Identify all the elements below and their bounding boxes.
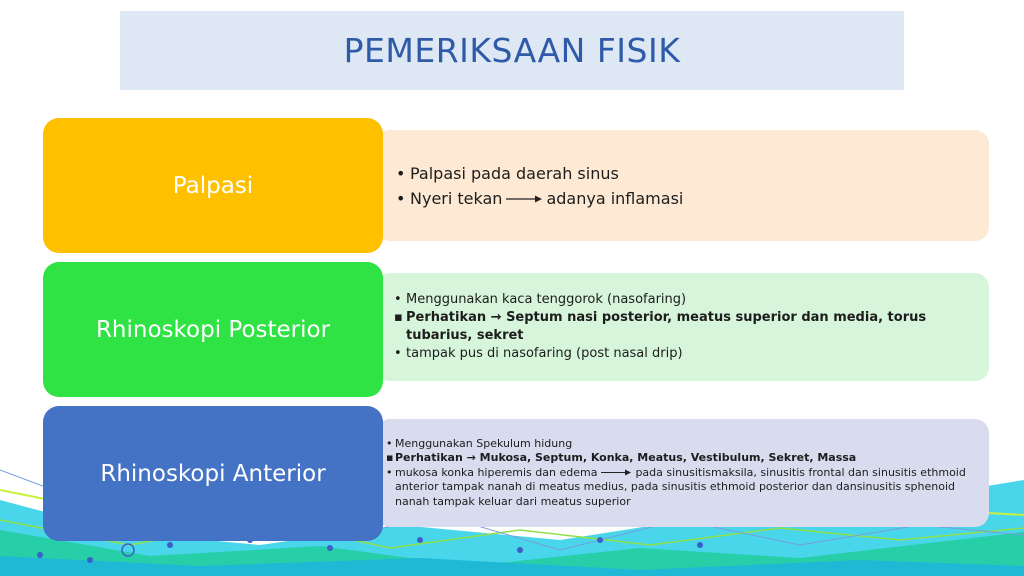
posterior-list <box>394 291 989 363</box>
bullet: ▪ <box>394 310 403 325</box>
label-rhinoskopi-posterior <box>43 262 383 397</box>
list-item <box>386 466 989 510</box>
bullet: • <box>386 465 393 479</box>
content-palpasi <box>376 130 989 241</box>
arrow-right-icon <box>601 468 631 477</box>
item-text: Menggunakan kaca tenggorok (nasofaring) <box>406 292 687 307</box>
label-palpasi-text: Palpasi <box>172 172 254 199</box>
item-text: Palpasi pada daerah sinus <box>410 163 619 183</box>
list-item <box>394 309 989 345</box>
list-item <box>386 451 989 466</box>
content-rhinoskopi-posterior <box>376 273 989 381</box>
item-text: tampak pus di nasofaring (post nasal drip) <box>406 346 683 361</box>
label-rhinoskopi-anterior <box>43 406 383 541</box>
label-anterior-text: Rhinoskopi Anterior <box>100 460 326 487</box>
item-text: mukosa konka hiperemis dan edema <box>395 465 598 479</box>
label-posterior-text: Rhinoskopi Posterior <box>95 316 331 343</box>
item-text: Nyeri tekan <box>410 188 503 208</box>
item-text: Menggunakan Spekulum hidung <box>395 436 573 450</box>
bullet: • <box>386 436 393 450</box>
list-item <box>396 161 989 186</box>
item-text: Perhatikan → Mukosa, Septum, Konka, Meatus, Vestibulum, Sekret, Massa <box>395 451 857 465</box>
bullet: • <box>396 188 406 208</box>
list-item <box>396 186 989 211</box>
list-item <box>394 345 989 363</box>
bullet: ▪ <box>386 451 394 465</box>
bullet: • <box>396 163 406 183</box>
item-text: pada sinusitismaksila, sinusitis frontal dan sinusitis ethmoid anterior tampak nanah di meatus medius, pada sinusitis ethmoid posterior dan dansinusitis sphenoid nanah tampak keluar dari meatus superior <box>395 465 966 508</box>
palpasi-list <box>396 161 989 211</box>
content-rhinoskopi-anterior <box>376 419 989 527</box>
list-item <box>394 291 989 309</box>
page-title: PEMERIKSAAN FISIK <box>343 31 681 70</box>
title-banner <box>120 11 904 90</box>
item-text: Perhatikan → Septum nasi posterior, meatus superior dan media, torus tubarius, sekret <box>406 310 927 343</box>
label-palpasi <box>43 118 383 253</box>
item-text: adanya inflamasi <box>546 188 684 208</box>
bullet: • <box>394 292 402 307</box>
list-item <box>386 437 989 452</box>
bullet: • <box>394 346 402 361</box>
arrow-right-icon <box>506 194 542 204</box>
anterior-list <box>386 437 989 510</box>
